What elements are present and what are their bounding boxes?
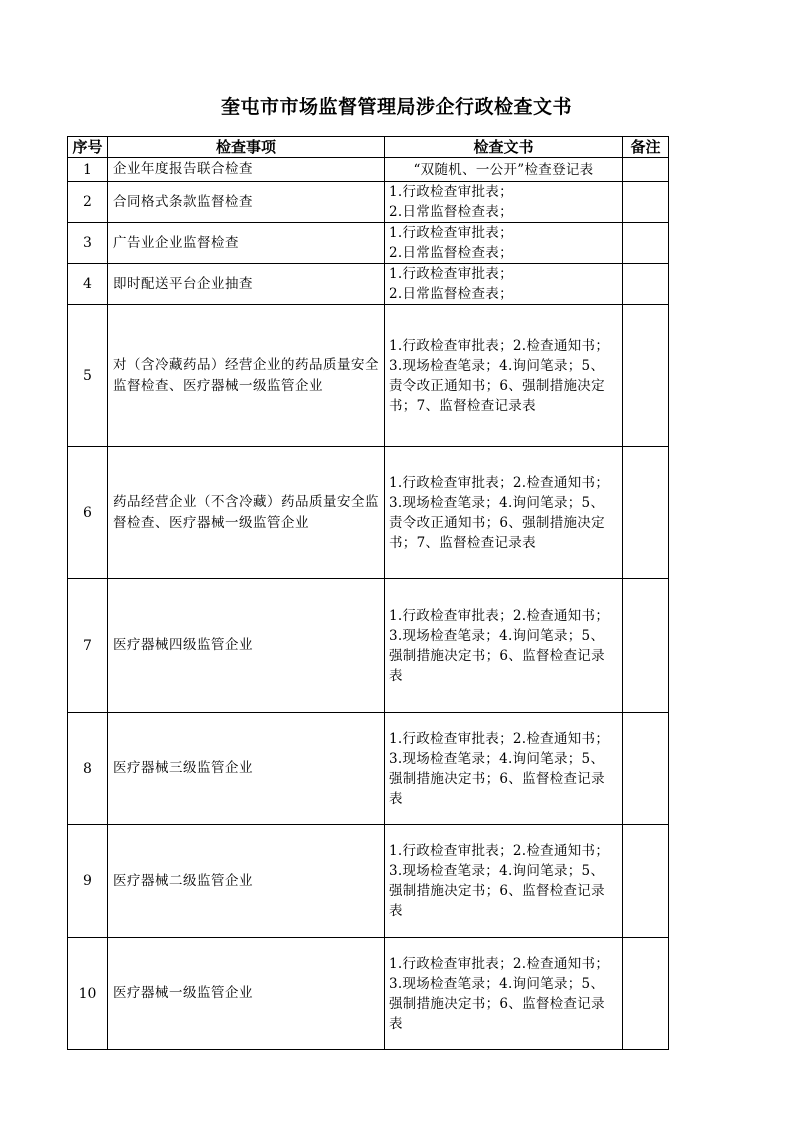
row-doc (385, 713, 623, 825)
row-doc (385, 182, 623, 223)
row-doc (385, 579, 623, 713)
inspection-table (67, 136, 669, 1050)
table-row (68, 264, 669, 305)
row-doc (385, 223, 623, 264)
row-doc (385, 825, 623, 938)
row-item: 企业年度报告联合检查 (108, 158, 385, 182)
row-note (623, 182, 669, 223)
table-row (68, 825, 669, 938)
row-doc-line: 1.行政检查审批表；2.检查通知书；3.现场检查笔录；4.询问笔录；5、责令改正通知书；6、强制措施决定书；7、监督检查记录表 (389, 337, 610, 414)
row-doc-line: 2.日常监督检查表； (389, 245, 513, 261)
row-number: 10 (68, 938, 108, 1050)
row-number: 2 (68, 182, 108, 223)
row-note (623, 223, 669, 264)
row-note (623, 447, 669, 579)
header-doc: 检查文书 (385, 137, 623, 158)
row-doc-line: 1.行政检查审批表；2.检查通知书； 3.现场检查笔录；4.询问笔录；5、强制措施决定书；6、监督检查记录表 (389, 730, 610, 807)
row-doc (385, 264, 623, 305)
table-row (68, 579, 669, 713)
row-doc-line: 2.日常监督检查表； (389, 204, 513, 220)
row-doc-line: 1.行政检查审批表； (389, 225, 513, 241)
row-item: 医疗器械四级监管企业 (108, 579, 385, 713)
row-number: 6 (68, 447, 108, 579)
row-doc-line: 1.行政检查审批表；2.检查通知书； 3.现场检查笔录；4.询问笔录；5、强制措施决定书；6、监督检查记录表 (389, 843, 610, 919)
header-seq: 序号 (68, 137, 108, 158)
row-item: 即时配送平台企业抽查 (108, 264, 385, 305)
header-note: 备注 (623, 137, 669, 158)
row-note (623, 305, 669, 447)
row-doc-line: 1.行政检查审批表； (389, 266, 513, 282)
row-number: 5 (68, 305, 108, 447)
row-number: 8 (68, 713, 108, 825)
row-doc (385, 447, 623, 579)
row-item: 医疗器械三级监管企业 (108, 713, 385, 825)
row-doc-line: “双随机、一公开”检查登记表 (413, 161, 594, 178)
header-item: 检查事项 (108, 137, 385, 158)
row-item: 药品经营企业（不含冷藏）药品质量安全监督检查、医疗器械一级监管企业 (108, 447, 385, 579)
row-note (623, 825, 669, 938)
row-number: 9 (68, 825, 108, 938)
row-doc (385, 305, 623, 447)
row-number: 1 (68, 158, 108, 182)
row-item: 医疗器械二级监管企业 (108, 825, 385, 938)
table-row (68, 305, 669, 447)
row-note (623, 158, 669, 182)
row-doc (385, 938, 623, 1050)
row-item: 医疗器械一级监管企业 (108, 938, 385, 1050)
row-item: 合同格式条款监督检查 (108, 182, 385, 223)
row-doc-line: 1.行政检查审批表；2.检查通知书； 3.现场检查笔录；4.询问笔录；5、强制措施决定书；6、监督检查记录表 (389, 955, 610, 1032)
table-row (68, 713, 669, 825)
row-doc-line: 1.行政检查审批表；2.检查通知书； 3.现场检查笔录；4.询问笔录；5、责令改正通知书；6、强制措施决定书；7、监督检查记录表 (389, 474, 610, 551)
row-item: 对（含冷藏药品）经营企业的药品质量安全监督检查、医疗器械一级监管企业 (108, 305, 385, 447)
table-row (68, 447, 669, 579)
row-number: 3 (68, 223, 108, 264)
row-number: 4 (68, 264, 108, 305)
table-row (68, 158, 669, 182)
row-note (623, 938, 669, 1050)
row-note (623, 713, 669, 825)
header-row (68, 137, 669, 158)
row-doc-line: 1.行政检查审批表；2.检查通知书； 3.现场检查笔录；4.询问笔录；5、强制措施决定书；6、监督检查记录表 (389, 607, 610, 684)
row-doc (385, 158, 623, 182)
table-row (68, 938, 669, 1050)
row-item: 广告业企业监督检查 (108, 223, 385, 264)
document-title: 奎屯市市场监督管理局涉企行政检查文书 (220, 96, 572, 118)
table-row (68, 223, 669, 264)
row-number: 7 (68, 579, 108, 713)
table-row (68, 182, 669, 223)
row-note (623, 264, 669, 305)
row-note (623, 579, 669, 713)
row-doc-line: 2.日常监督检查表； (389, 286, 513, 302)
row-doc-line: 1.行政检查审批表； (389, 184, 513, 200)
